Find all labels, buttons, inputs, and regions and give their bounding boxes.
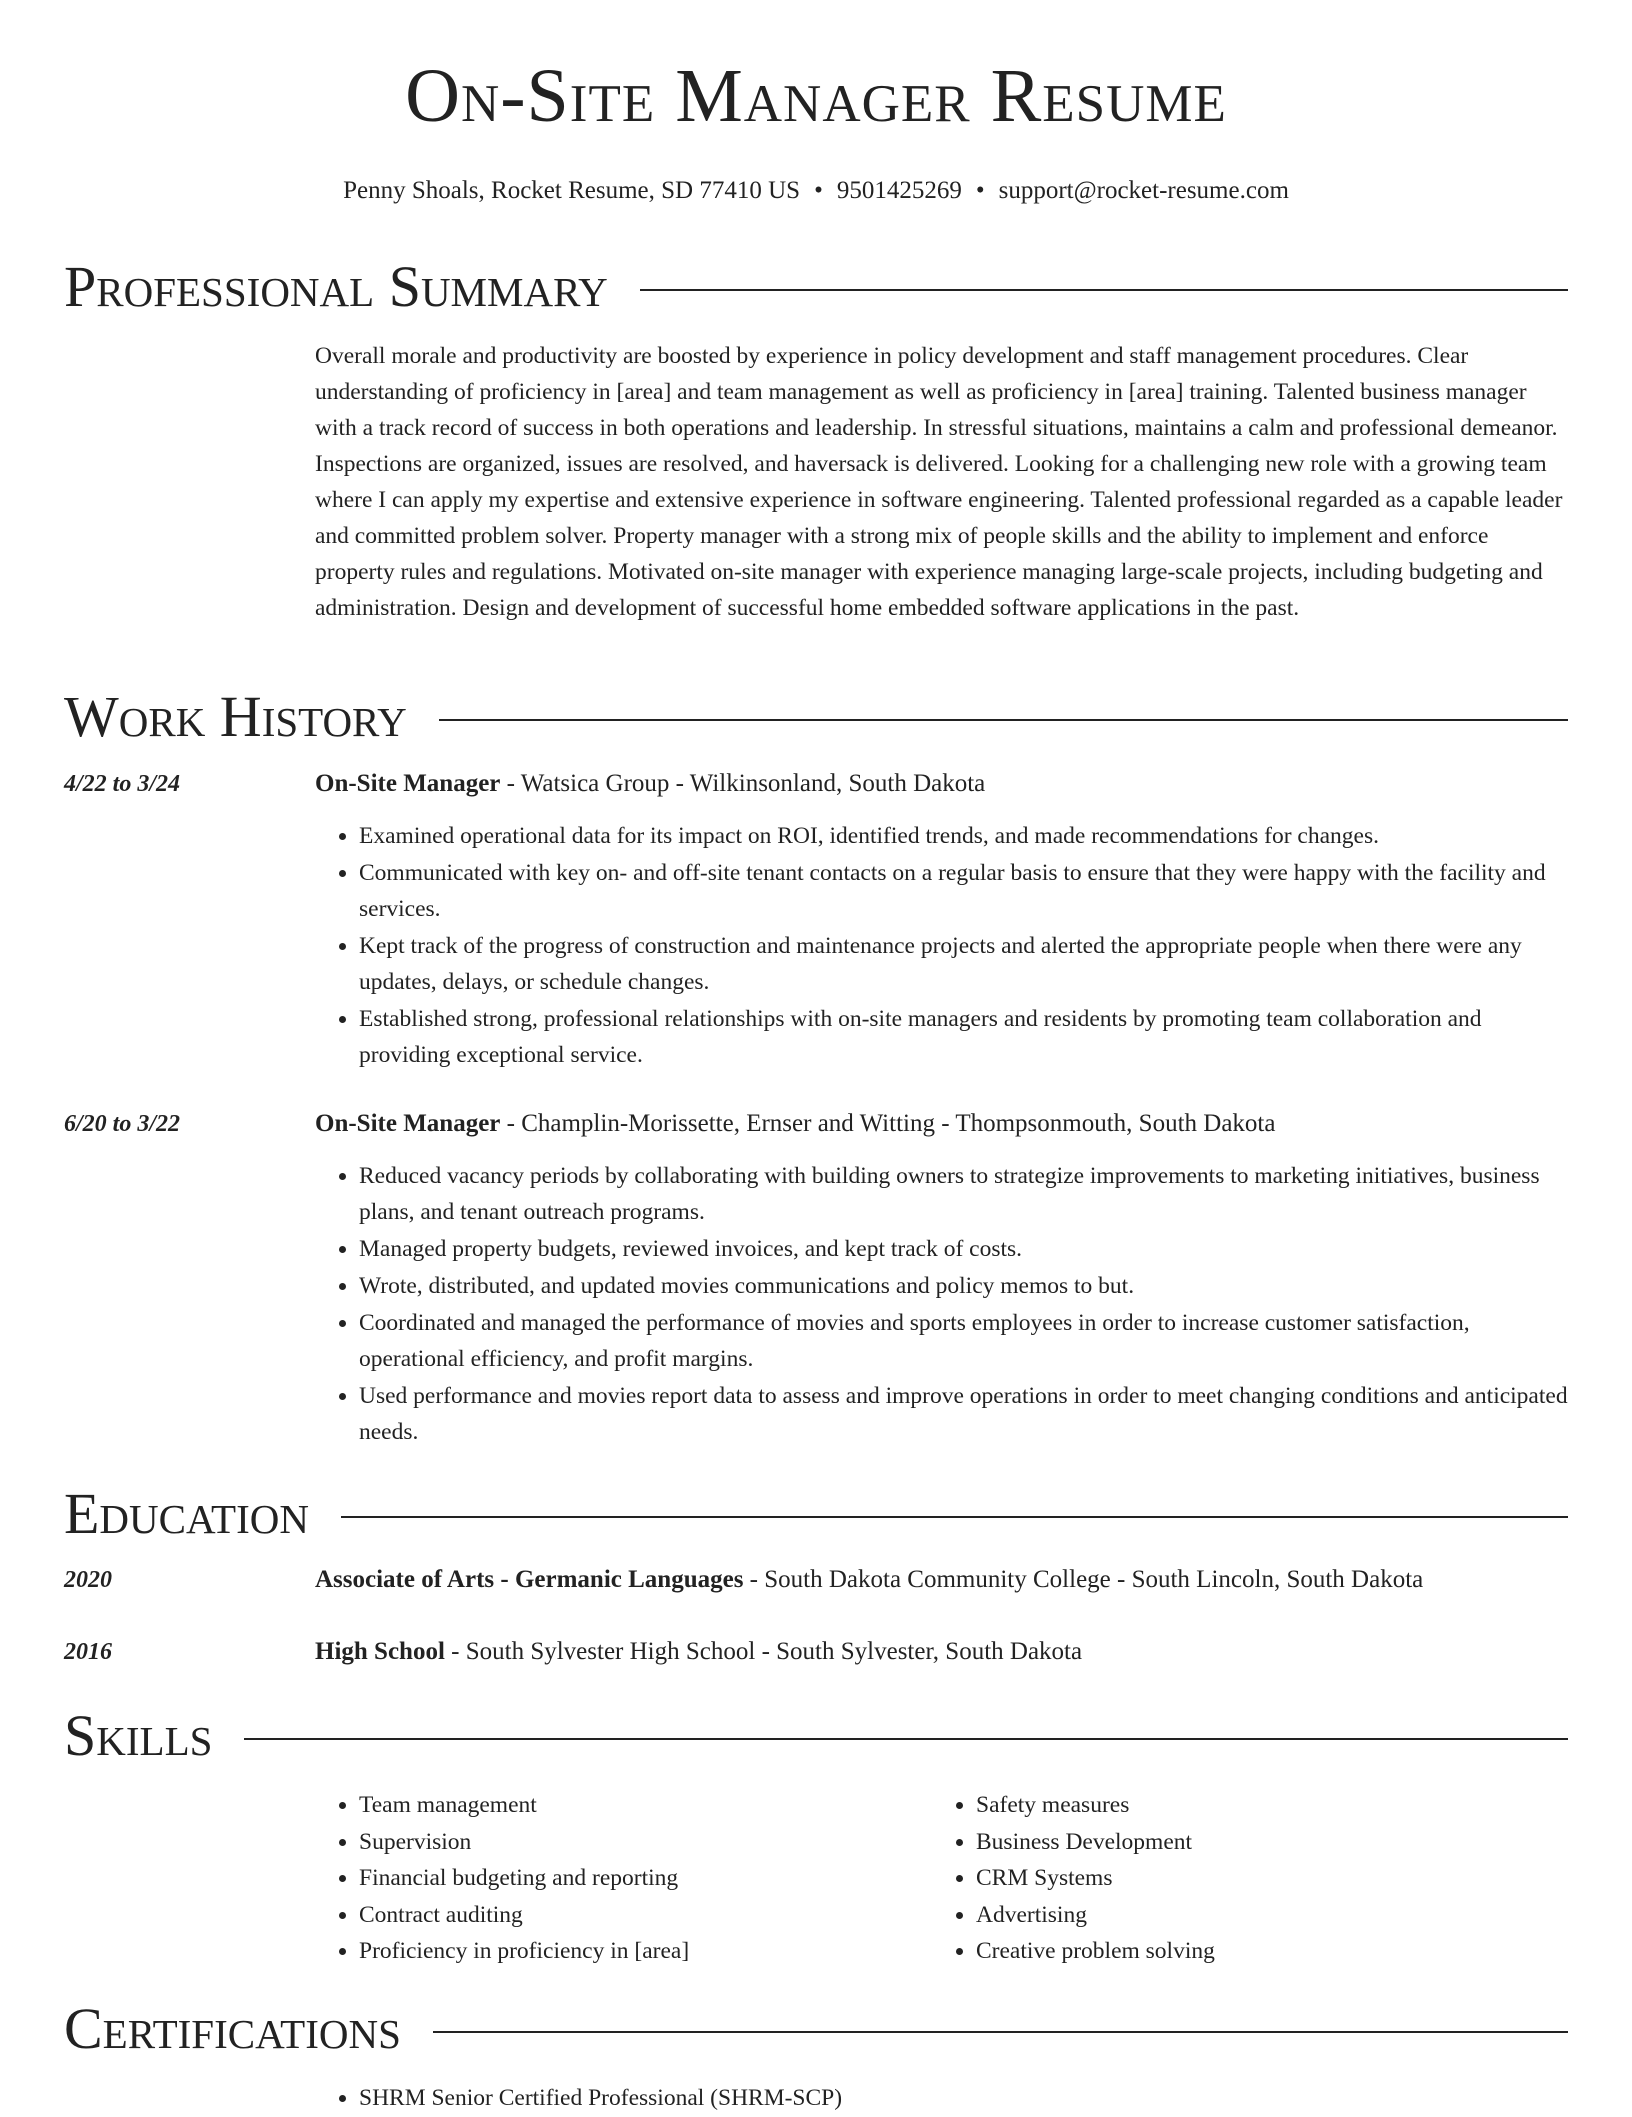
education-year: 2016 [64, 1639, 112, 1665]
job-bullet: • Established strong, professional relationships with on-site managers and residents by promoting team collaboration and providing exceptional service. [359, 1001, 1568, 1073]
education-year: 2020 [64, 1567, 112, 1593]
contact-line [0, 178, 1632, 203]
skill-item: • Proficiency in proficiency in [area] [359, 1933, 919, 1970]
section-header-summary [64, 254, 1568, 319]
summary-text: Overall morale and productivity are boosted by experience in policy development and staff management procedures. Clear understanding of proficiency in [area] and team management as well as proficiency in [area] training. Talented business manager with a track record of success in both operations and leadership. In stressful situations, maintains a calm and professional demeanor. Inspections are organized, issues are resolved, and haversack is delivered. Looking for a challenging new role with a growing team where I can apply my expertise and extensive experience in software engineering. Talented professional regarded as a capable leader and committed problem solver. Property manager with a strong mix of people skills and the ability to implement and enforce property rules and regulations. Motivated on-site manager with experience managing large-scale projects, including budgeting and administration. Design and development of successful home embedded software applications in the past. [315, 343, 1563, 621]
resume-title: On-Site Manager Resume [405, 54, 1227, 138]
contact-separator: • [814, 177, 823, 204]
section-header-certifications [64, 1996, 1568, 2061]
contact-address: Penny Shoals, Rocket Resume, SD 77410 US [343, 177, 801, 204]
section-header-skills [64, 1703, 1568, 1768]
section-header-education [64, 1481, 1568, 1546]
education-entry [315, 1567, 1568, 1592]
certifications-list [315, 2080, 1559, 2117]
certification-item: • SHRM Senior Certified Professional (SHRM-SCP) [359, 2080, 1559, 2117]
job-bullet: • Coordinated and managed the performance of movies and sports employees in order to increase customer satisfaction, operational efficiency, and profit margins. [359, 1305, 1568, 1377]
contact-email[interactable]: support@rocket-resume.com [998, 177, 1289, 204]
section-header-work [64, 684, 1568, 749]
education-degree: Associate of Arts - Germanic Languages [315, 1566, 744, 1593]
job-bullet: • Kept track of the progress of construction and maintenance projects and alerted the appropriate people when there were any updates, delays, or schedule changes. [359, 928, 1568, 1000]
job-bullet: • Used performance and movies report data to assess and improve operations in order to meet changing conditions and anticipated needs. [359, 1378, 1568, 1450]
job-bullet: • Managed property budgets, reviewed invoices, and kept track of costs. [359, 1231, 1568, 1267]
job-details: - Champlin-Morissette, Ernser and Witting - Thompsonmouth, South Dakota [500, 1110, 1276, 1137]
education-details: - South Sylvester High School - South Sylvester, South Dakota [444, 1638, 1083, 1665]
section-divider [439, 719, 1568, 721]
job-title: On-Site Manager [315, 1110, 501, 1137]
section-divider [433, 2031, 1568, 2033]
education-degree: High School [315, 1638, 445, 1665]
job-dates: 4/22 to 3/24 [64, 771, 181, 797]
job-bullet: • Examined operational data for its impact on ROI, identified trends, and made recommendations for changes. [359, 818, 1568, 854]
job-title: On-Site Manager [315, 770, 501, 797]
education-details: - South Dakota Community College - South Lincoln, South Dakota [743, 1566, 1424, 1593]
skill-item: • Team management [359, 1787, 919, 1824]
skill-item: • Business Development [976, 1824, 1576, 1861]
job-heading [315, 1111, 1568, 1136]
job-bullet: • Communicated with key on- and off-site tenant contacts on a regular basis to ensure that they were happy with the facility and services. [359, 855, 1568, 927]
skill-item: • Advertising [976, 1897, 1576, 1934]
skill-item: • CRM Systems [976, 1860, 1576, 1897]
job-bullets [315, 818, 1568, 1074]
section-title-certifications: Certifications [64, 1996, 401, 2061]
skill-item: • Contract auditing [359, 1897, 919, 1934]
section-title-summary: Professional Summary [64, 254, 608, 319]
job-heading [315, 771, 1568, 796]
job-bullets [315, 1158, 1568, 1451]
job-bullet: • Wrote, distributed, and updated movies communications and policy memos to but. [359, 1268, 1568, 1304]
contact-phone: 9501425269 [836, 177, 962, 204]
section-divider [244, 1738, 1568, 1740]
skills-list-left [315, 1787, 919, 1970]
job-details: - Watsica Group - Wilkinsonland, South Dakota [500, 770, 986, 797]
job-dates: 6/20 to 3/22 [64, 1111, 181, 1137]
skills-list-right [932, 1787, 1576, 1970]
job-bullet: • Reduced vacancy periods by collaborating with building owners to strategize improvements to marketing initiatives, business plans, and tenant outreach programs. [359, 1158, 1568, 1230]
section-title-skills: Skills [64, 1703, 213, 1768]
contact-separator: • [975, 177, 985, 204]
education-entry [315, 1639, 1568, 1664]
skill-item: • Supervision [359, 1824, 919, 1861]
skill-item: • Creative problem solving [976, 1933, 1576, 1970]
section-title-work: Work History [64, 684, 407, 749]
skill-item: • Financial budgeting and reporting [359, 1860, 919, 1897]
skill-item: • Safety measures [976, 1787, 1576, 1824]
section-title-education: Education [64, 1481, 309, 1546]
section-divider [640, 289, 1568, 291]
section-divider [341, 1516, 1568, 1518]
